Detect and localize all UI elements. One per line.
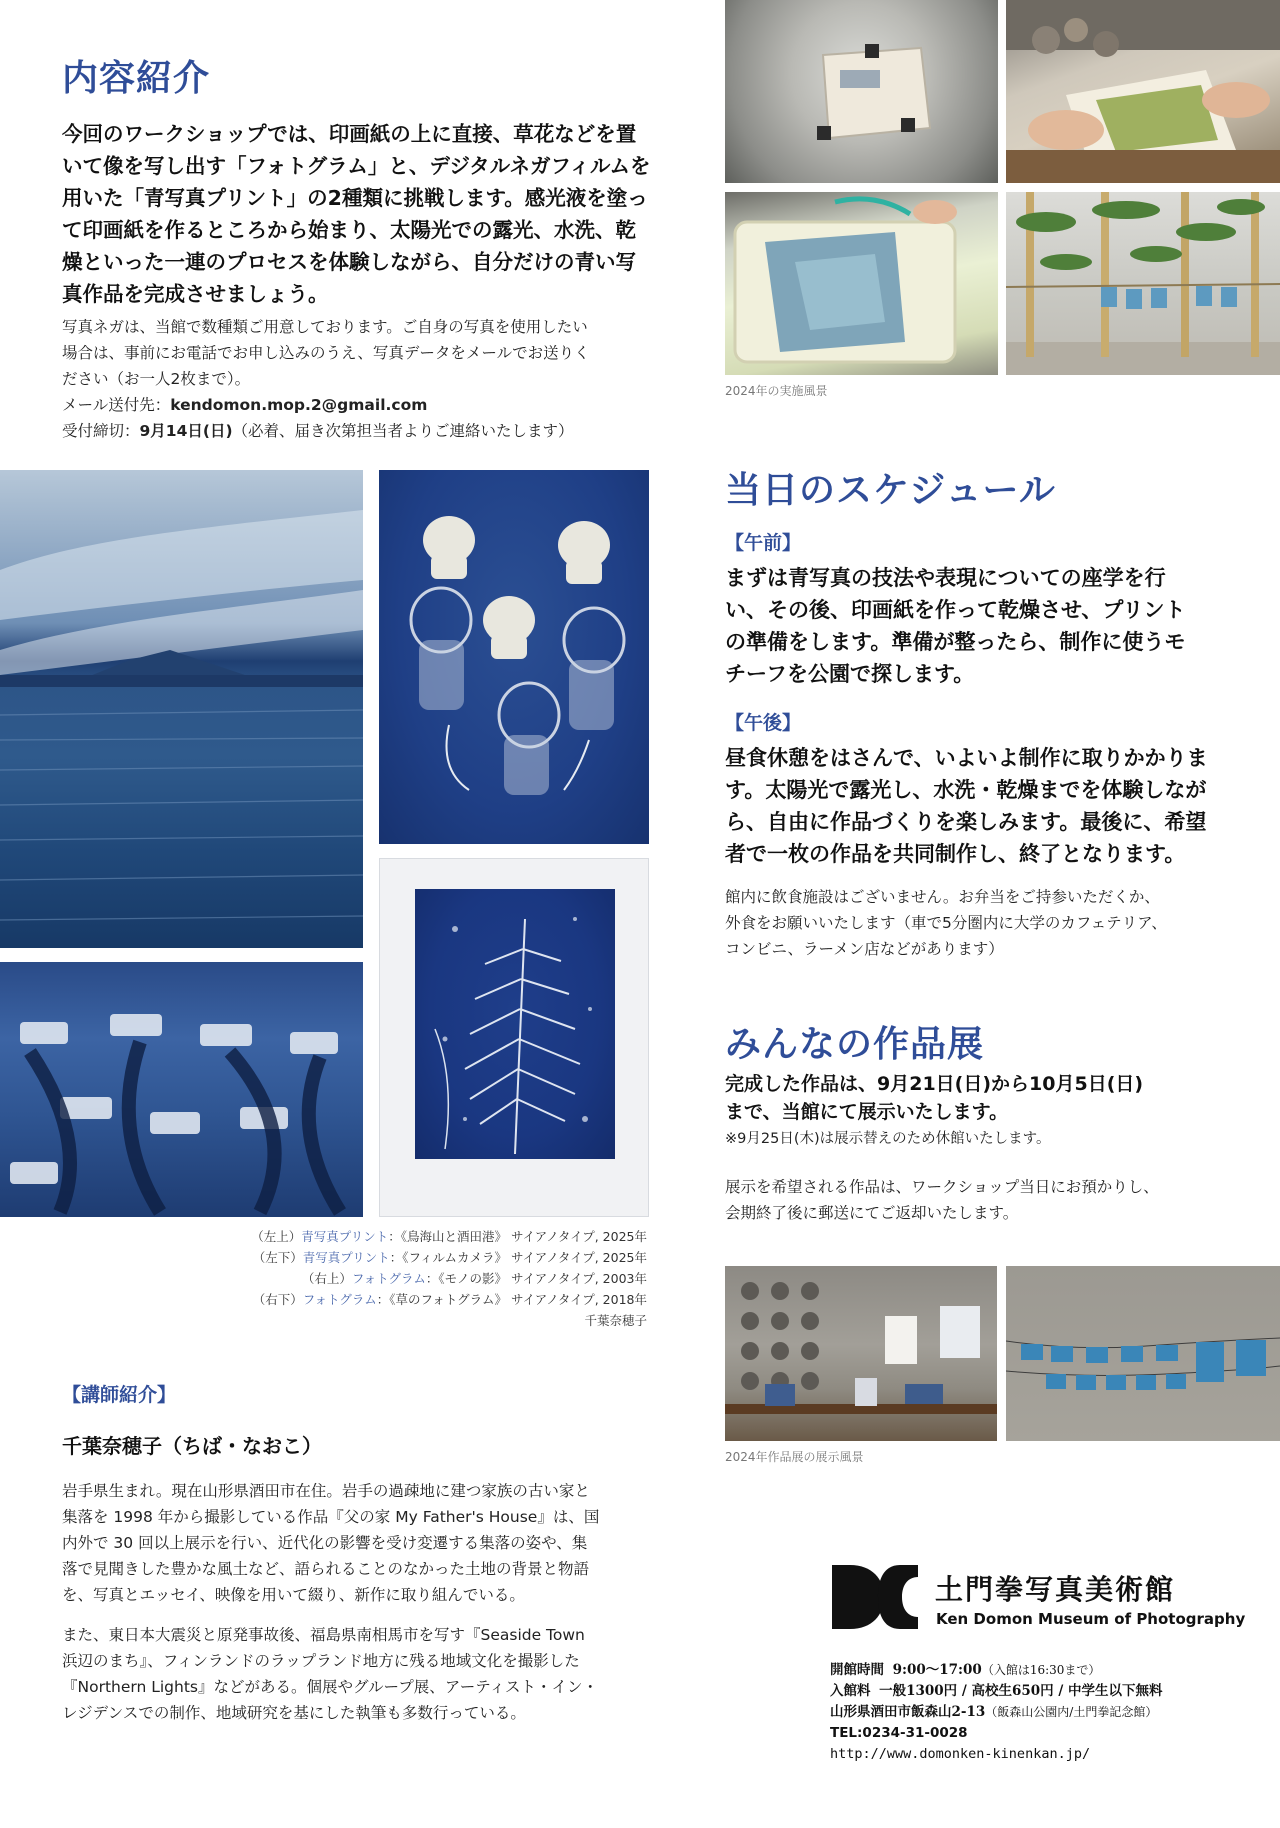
museum-logo-icon — [832, 1565, 918, 1629]
artwork-caption-line: （右上）フォトグラム：《モノの影》 サイアノタイプ, 2003年 — [301, 1271, 647, 1286]
schedule-note — [725, 884, 1245, 962]
schedule-note-line: 館内に飲食施設はございません。お弁当をご持参いただくか、 — [725, 888, 1160, 906]
lecturer-bio-1 — [62, 1478, 662, 1608]
tray-photo — [725, 192, 998, 375]
exhibition-body-line: 完成した作品は、9月21日(日)から10月5日(日) — [725, 1073, 1144, 1095]
museum-info — [830, 1660, 1163, 1765]
mail-label: メール送付先： — [62, 396, 171, 414]
artwork-caption-line: （左下）青写真プリント：《フィルムカメラ》 サイアノタイプ, 2025年 — [252, 1250, 647, 1265]
exhibition-closed-note: ※9月25日(木)は展示替えのため休館いたします。 — [725, 1131, 1051, 1147]
seascape-artwork — [0, 470, 363, 948]
lecturer-bio-line: 内外で 30 回以上展示を行い、近代化の影響を受け変遷する集落の姿や、集 — [62, 1534, 588, 1552]
fern-artwork-frame — [379, 858, 649, 1217]
deadline-note: （必着、届き次第担当者よりご連絡いたします） — [232, 422, 574, 440]
lecturer-bio-line: 浜辺のまち』、フィンランドのラップランド地方に残る地域文化を撮影した — [62, 1652, 580, 1670]
exhibition-note — [725, 1174, 1245, 1226]
artwork-caption-line: （右下）フォトグラム：《草のフォトグラム》 サイアノタイプ, 2018年 — [252, 1292, 647, 1307]
intro-title: 内容紹介 — [62, 58, 211, 99]
artist-name: 千葉奈穂子 — [584, 1313, 647, 1328]
lecturer-bio-line: レジデンスでの制作、地域研究を基にした執筆も多数行っている。 — [62, 1704, 526, 1722]
mail-address[interactable]: kendomon.mop.2@gmail.com — [170, 396, 428, 414]
lecturer-bio-line: を、写真とエッセイ、映像を用いて綴り、新作に取り組んでいる。 — [62, 1586, 525, 1604]
exhibition-title: みんなの作品展 — [725, 1024, 985, 1065]
museum-url[interactable]: http://www.domonken-kinenkan.jp/ — [830, 1746, 1091, 1762]
intro-note — [62, 314, 662, 444]
intro-note-line: 写真ネガは、当館で数種類ご用意しております。ご自身の写真を使用したい — [62, 318, 588, 336]
exhibition-body-line: まで、当館にて展示いたします。 — [725, 1101, 1009, 1123]
museum-tel[interactable]: TEL:0234-31-0028 — [830, 1725, 968, 1741]
museum-fee: 入館料 一般1300円 / 高校生650円 / 中学生以下無料 — [830, 1683, 1163, 1699]
fern-artwork — [415, 889, 615, 1159]
exhibition-body — [725, 1070, 1245, 1126]
museum-hours: 開館時間 9:00〜17:00（入館は16:30まで） — [830, 1662, 1101, 1678]
slab-photo — [725, 0, 998, 183]
lecturer-bio-line: 岩手県生まれ。現在山形県酒田市在住。岩手の過疎地に建つ家族の古い家と — [62, 1482, 590, 1500]
photogram-objects-artwork — [379, 470, 649, 844]
exhibition-caption: 2024年作品展の展示風景 — [725, 1450, 864, 1464]
deadline-date: 9月14日(日) — [139, 422, 233, 440]
exhibition-note-line: 会期終了後に郵送にてご返却いたします。 — [725, 1204, 1019, 1222]
exhibition-photo-2 — [1006, 1266, 1280, 1441]
museum-name-en: Ken Domon Museum of Photography — [936, 1610, 1246, 1628]
museum-name-ja: 土門拳写真美術館 — [935, 1573, 1176, 1606]
lecturer-bio-line: また、東日本大震災と原発事故後、福島県南相馬市を写す『Seaside Town — [62, 1626, 585, 1644]
pm-body: 昼食休憩をはさんで、いよいよ制作に取りかかります。太陽光で露光し、水洗・乾燥までを体験しながら、自由に作品づくりを楽しみます。最後に、希望者で一枚の作品を共同制作し、終了となります。 — [725, 746, 1208, 866]
lecturer-bio-2 — [62, 1622, 662, 1726]
hands-photo — [1006, 0, 1280, 183]
lecturer-bio-line: 『Northern Lights』などがある。個展やグループ展、アーティスト・イン・ — [62, 1678, 599, 1696]
lecturer-bio-line: 落で見聞きした豊かな風土など、語られることのなかった土地の背景と物語 — [62, 1560, 590, 1578]
artwork-caption-line: （左上）青写真プリント：《鳥海山と酒田港》 サイアノタイプ, 2025年 — [251, 1229, 647, 1244]
intro-body: 今回のワークショップでは、印画紙の上に直接、草花などを置いて像を写し出す「フォトグラム」と、デジタルネガフィルムを用いた「青写真プリント」の2種類に挑戦します。感光液を塗って印画紙を作るところから始まり、太陽光での露光、水洗、乾燥といった一連のプロセスを体験しながら、自分だけの青い写真作品を完成させましょう。 — [62, 122, 651, 306]
pm-label: 【午後】 — [725, 712, 802, 734]
exhibition-photo-1 — [725, 1266, 997, 1441]
camera-artwork — [0, 962, 363, 1217]
deadline-label: 受付締切： — [62, 422, 140, 440]
schedule-title: 当日のスケジュール — [725, 470, 1056, 511]
lecturer-bio-line: 集落を 1998 年から撮影している作品『父の家 My Father's House』は、国 — [62, 1508, 600, 1526]
lecturer-name: 千葉奈穂子（ちば・なおこ） — [62, 1434, 322, 1458]
schedule-note-line: コンビニ、ラーメン店などがあります） — [725, 940, 1004, 958]
schedule-note-line: 外食をお願いいたします（車で5分圏内に大学のカフェテリア、 — [725, 914, 1167, 932]
artwork-captions — [87, 1226, 647, 1331]
intro-note-line: ださい（お一人2枚まで）。 — [62, 370, 251, 388]
bamboo-photo — [1006, 192, 1280, 375]
lecturer-section-label: 【講師紹介】 — [62, 1384, 177, 1406]
intro-note-line: 場合は、事前にお電話でお申し込みのうえ、写真データをメールでお送りく — [62, 344, 590, 362]
am-body: まずは青写真の技法や表現についての座学を行い、その後、印画紙を作って乾燥させ、プリントの準備をします。準備が整ったら、制作に使うモチーフを公園で探します。 — [725, 566, 1186, 686]
deadline-line — [62, 418, 662, 444]
museum-address: 山形県酒田市飯森山2-13（飯森山公園内/土門拳記念館） — [830, 1704, 1158, 1720]
am-label: 【午前】 — [725, 532, 802, 554]
mail-line — [62, 392, 662, 418]
exhibition-note-line: 展示を希望される作品は、ワークショップ当日にお預かりし、 — [725, 1178, 1159, 1196]
past-photos-caption: 2024年の実施風景 — [725, 384, 828, 398]
